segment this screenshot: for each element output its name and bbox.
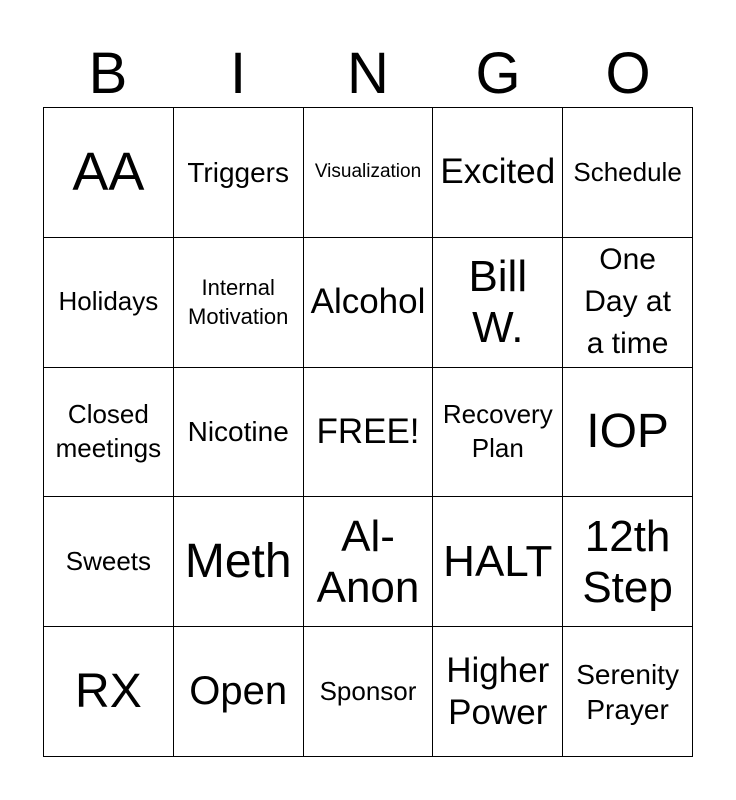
bingo-cell[interactable] [433,108,563,238]
bingo-cell[interactable] [563,368,693,498]
bingo-cell[interactable] [174,627,304,757]
header-letter-i: I [229,41,247,106]
bingo-cell[interactable] [174,497,304,627]
bingo-header [43,38,693,110]
cell-text: Visualization [314,161,422,183]
bingo-cell[interactable] [563,497,693,627]
cell-text: Serenity Prayer [576,658,679,725]
bingo-cell[interactable] [304,238,434,368]
bingo-cell[interactable] [304,627,434,757]
cell-text: Closed meetings [55,399,162,463]
cell-text: Internal Motivation [188,274,289,330]
cell-text: Sweets [65,545,152,576]
cell-text: Holidays [58,286,159,317]
cell-text: Excited [440,152,556,192]
bingo-cell[interactable] [433,627,563,757]
header-letter-b: B [88,41,128,106]
free-space-cell[interactable] [304,368,434,498]
bingo-cell[interactable] [304,108,434,238]
cell-text: RX [75,665,142,718]
cell-text: Sponsor [319,675,417,706]
bingo-cell[interactable] [433,497,563,627]
header-letter-o: O [605,41,651,106]
cell-text: Alcohol [310,282,426,322]
cell-text: FREE! [316,411,420,451]
bingo-cell[interactable] [563,238,693,368]
bingo-cell[interactable] [304,497,434,627]
bingo-board [43,107,693,757]
cell-text: Higher Power [446,650,550,732]
bingo-cell[interactable] [174,108,304,238]
cell-text: IOP [586,405,669,459]
cell-text: Recovery Plan [442,399,553,463]
bingo-cell[interactable] [433,368,563,498]
bingo-cell[interactable] [44,627,174,757]
bingo-cell[interactable] [174,238,304,368]
bingo-cell[interactable] [433,238,563,368]
cell-text: Triggers [187,156,290,188]
bingo-cell[interactable] [563,627,693,757]
cell-text: Schedule [573,156,682,187]
cell-text: Bill W. [468,252,528,353]
bingo-cell[interactable] [44,497,174,627]
cell-text: Open [189,669,288,714]
cell-text: AA [72,141,145,202]
header-letter-n: N [347,41,389,106]
bingo-cell[interactable] [174,368,304,498]
cell-text: One Day at a time [584,243,671,361]
bingo-cell[interactable] [44,108,174,238]
bingo-cell[interactable] [563,108,693,238]
header-letter-g: G [475,41,521,106]
bingo-cell[interactable] [44,238,174,368]
cell-text: HALT [443,537,553,587]
cell-text: 12th Step [582,511,673,612]
cell-text: Meth [184,535,292,589]
cell-text: Al-Anon [316,511,420,612]
bingo-cell[interactable] [44,368,174,498]
cell-text: Nicotine [187,416,289,448]
